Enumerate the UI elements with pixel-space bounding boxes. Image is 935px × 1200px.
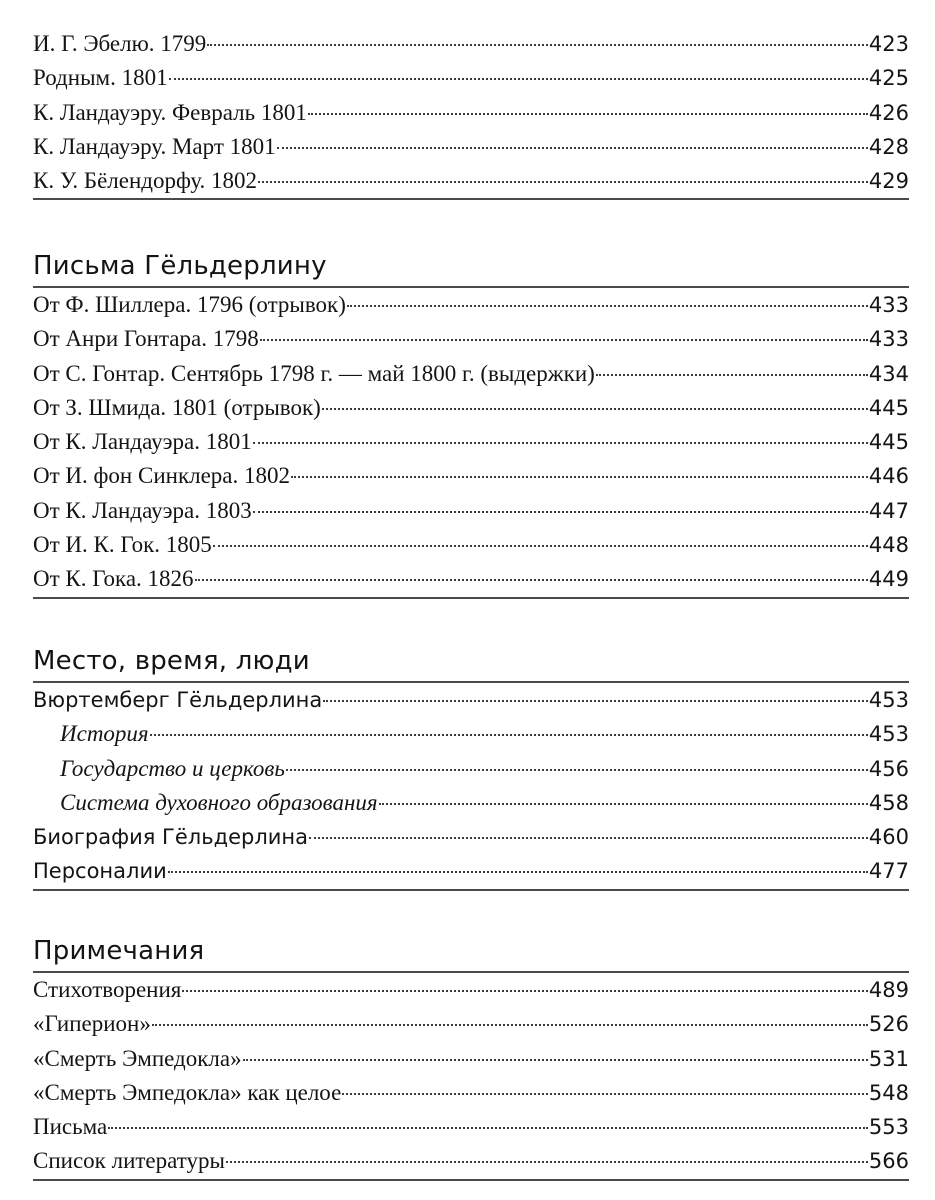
dot-leader xyxy=(253,442,868,444)
toc-entry-page: 433 xyxy=(868,293,909,317)
toc-entry[interactable] xyxy=(33,459,909,493)
toc-entry[interactable] xyxy=(33,357,909,391)
toc-entry[interactable] xyxy=(33,288,909,322)
toc-entry-page: 447 xyxy=(868,498,909,523)
toc-entry-title: От С. Гонтар. Сентябрь 1798 г. — май 1800 г. (выдержки) xyxy=(33,360,595,386)
dot-leader xyxy=(309,837,868,839)
toc-entry-title: «Смерть Эмпедокла» xyxy=(33,1045,242,1071)
toc-entry-title: История xyxy=(60,721,149,747)
dot-leader xyxy=(182,990,868,992)
dot-leader xyxy=(596,374,868,376)
toc-entry-title: От Ф. Шиллера. 1796 (отрывок) xyxy=(33,292,346,317)
toc-entry[interactable] xyxy=(33,1076,909,1110)
toc-entry-page: 553 xyxy=(868,1115,909,1140)
toc-entry[interactable] xyxy=(33,1110,909,1144)
section-heading: Место, время, люди xyxy=(33,641,909,683)
toc-entry-page: 460 xyxy=(868,825,909,850)
dot-leader xyxy=(150,734,868,736)
toc-section-letters-continued xyxy=(33,27,909,200)
toc-entry-page: 449 xyxy=(868,567,909,592)
toc-entry[interactable] xyxy=(33,1007,909,1041)
dot-leader xyxy=(342,1093,868,1095)
toc-entry-page: 429 xyxy=(868,169,909,194)
toc-subentry[interactable] xyxy=(33,786,909,820)
toc-entry-page: 428 xyxy=(868,134,909,159)
dot-leader xyxy=(253,511,868,513)
toc-section-notes xyxy=(33,931,909,1181)
toc-entry-title: Письма xyxy=(33,1114,108,1140)
toc-subentry[interactable] xyxy=(33,752,909,786)
dot-leader xyxy=(226,1161,868,1163)
toc-entry-page: 548 xyxy=(868,1080,909,1105)
toc-entry-title: «Смерть Эмпедокла» как целое xyxy=(33,1079,342,1105)
toc-entry-title: Вюртемберг Гёльдерлина xyxy=(33,688,323,712)
toc-entry[interactable] xyxy=(33,683,909,717)
toc-entry-title: От З. Шмида. 1801 (отрывок) xyxy=(33,394,321,420)
toc-entry-page: 448 xyxy=(868,533,909,558)
toc-entry-page: 453 xyxy=(868,722,909,747)
toc-entry-page: 489 xyxy=(868,978,909,1002)
toc-entry-page: 477 xyxy=(868,859,909,884)
toc-entry-title: К. Ландауэру. Февраль 1801 xyxy=(33,99,307,125)
toc-entry-page: 458 xyxy=(868,790,909,815)
section-heading: Письма Гёльдерлину xyxy=(33,246,909,288)
dot-leader xyxy=(195,579,868,581)
dot-leader xyxy=(243,1059,868,1061)
toc-entry[interactable] xyxy=(33,391,909,425)
toc-entry-title: «Гиперион» xyxy=(33,1011,151,1037)
dot-leader xyxy=(108,1127,868,1129)
toc-entry-title: Родным. 1801 xyxy=(33,65,168,91)
toc-entry-page: 445 xyxy=(868,395,909,420)
toc-section-place-time-people xyxy=(33,641,909,891)
toc-entry-page: 445 xyxy=(868,430,909,455)
toc-entry-page: 433 xyxy=(868,327,909,352)
dot-leader xyxy=(277,147,868,149)
toc-entry-title: Персоналии xyxy=(33,859,167,884)
toc-entry-title: От К. Ландауэра. 1801 xyxy=(33,429,252,455)
toc-entry-page: 425 xyxy=(868,66,909,91)
toc-entry-page: 446 xyxy=(868,464,909,489)
toc-entry[interactable] xyxy=(33,528,909,562)
dot-leader xyxy=(207,44,868,46)
section-heading: Примечания xyxy=(33,931,909,973)
toc-entry[interactable] xyxy=(33,425,909,459)
dot-leader xyxy=(286,769,868,771)
dot-leader xyxy=(323,700,868,702)
toc-entry[interactable] xyxy=(33,854,909,890)
toc-entry-title: От И. К. Гок. 1805 xyxy=(33,532,212,558)
toc-entry-title: От И. фон Синклера. 1802 xyxy=(33,463,291,489)
dot-leader xyxy=(213,545,868,547)
toc-entry-title: От Анри Гонтара. 1798 xyxy=(33,326,259,352)
toc-entry-page: 434 xyxy=(868,361,909,386)
toc-entry[interactable] xyxy=(33,1042,909,1076)
toc-entry-page: 423 xyxy=(868,32,909,56)
toc-entry[interactable] xyxy=(33,1144,909,1180)
toc-entry[interactable] xyxy=(33,164,909,200)
toc-entry-page: 526 xyxy=(868,1012,909,1037)
toc-entry[interactable] xyxy=(33,820,909,854)
toc-section-letters-to-holderlin xyxy=(33,246,909,599)
toc-entry[interactable] xyxy=(33,130,909,164)
toc-entry[interactable] xyxy=(33,562,909,598)
toc-entry-page: 453 xyxy=(868,688,909,712)
toc-entry-title: Биография Гёльдерлина xyxy=(33,825,309,850)
toc-entry-title: Список литературы xyxy=(33,1148,225,1174)
toc-entry[interactable] xyxy=(33,322,909,356)
dot-leader xyxy=(347,305,868,307)
toc-entry-title: Система духовного образования xyxy=(60,789,378,815)
toc-entry[interactable] xyxy=(33,27,909,61)
toc-entry-page: 426 xyxy=(868,100,909,125)
toc-entry-page: 531 xyxy=(868,1046,909,1071)
toc-entry-title: И. Г. Эбелю. 1799 xyxy=(33,31,207,56)
toc-entry-title: К. У. Бёлендорфу. 1802 xyxy=(33,168,258,194)
toc-entry-page: 456 xyxy=(868,756,909,781)
toc-entry[interactable] xyxy=(33,96,909,130)
dot-leader xyxy=(260,339,868,341)
dot-leader xyxy=(152,1024,868,1026)
toc-entry-title: От К. Гока. 1826 xyxy=(33,566,194,592)
dot-leader xyxy=(291,476,868,478)
toc-entry-title: Стихотворения xyxy=(33,977,182,1002)
dot-leader xyxy=(169,78,868,80)
toc-entry-title: От К. Ландауэра. 1803 xyxy=(33,497,252,523)
dot-leader xyxy=(322,408,868,410)
toc-subentry[interactable] xyxy=(33,717,909,751)
toc-entry-title: Государство и церковь xyxy=(60,755,285,781)
dot-leader xyxy=(168,871,868,873)
toc-entry[interactable] xyxy=(33,61,909,95)
dot-leader xyxy=(308,113,868,115)
toc-entry-page: 566 xyxy=(868,1149,909,1174)
dot-leader xyxy=(379,803,868,805)
toc-entry-title: К. Ландауэру. Март 1801 xyxy=(33,133,276,159)
toc-entry[interactable] xyxy=(33,494,909,528)
toc-entry[interactable] xyxy=(33,973,909,1007)
dot-leader xyxy=(258,181,868,183)
